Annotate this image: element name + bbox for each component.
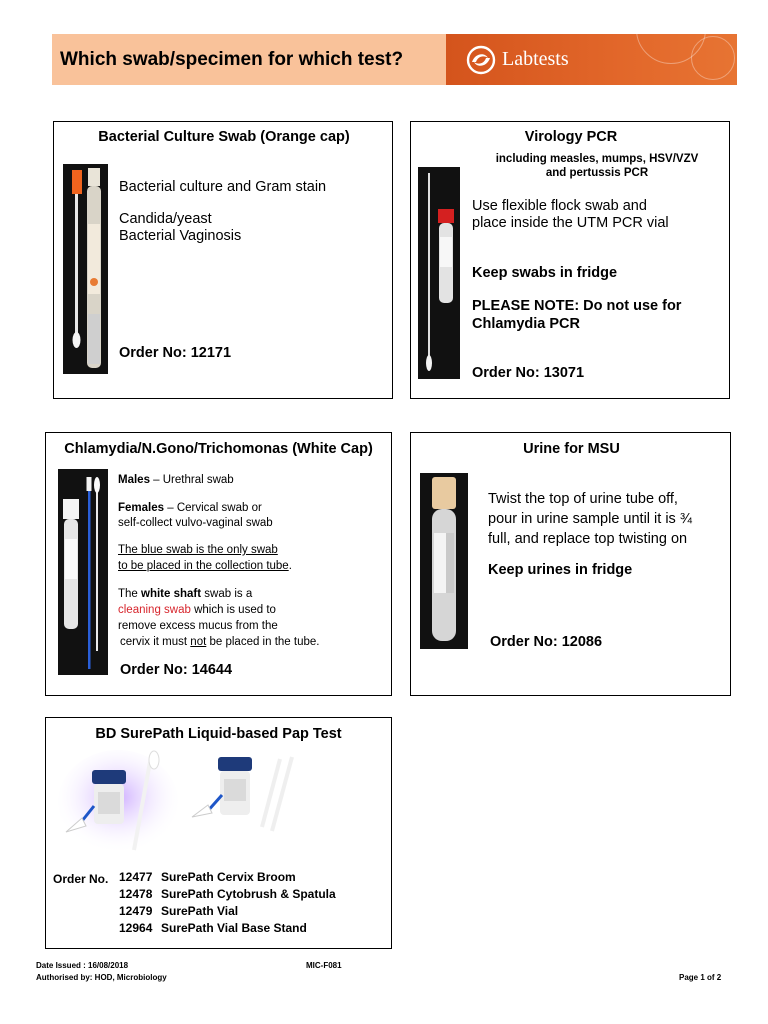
surepath-order-list <box>119 870 336 938</box>
box-title: Bacterial Culture Swab (Orange cap) <box>98 129 350 145</box>
bacterial-vaginosis-text: Bacterial Vaginosis <box>119 228 242 244</box>
candida-text: Candida/yeast <box>119 211 212 227</box>
header-title-panel <box>52 34 446 85</box>
surepath-vial-image <box>186 751 308 836</box>
item-code: 12477 <box>119 870 153 884</box>
item-name: SurePath Vial <box>161 904 239 918</box>
date-issued: Date Issued : 16/08/2018 <box>36 961 129 970</box>
instruction-text: Use flexible flock swab and <box>472 198 647 214</box>
brand-panel <box>446 34 737 85</box>
white-cap-swab-image <box>58 469 108 675</box>
item-name: SurePath Cervix Broom <box>161 870 296 884</box>
page-number: Page 1 of 2 <box>679 973 722 982</box>
box-title: BD SurePath Liquid-based Pap Test <box>95 726 342 742</box>
remove-mucus-text: remove excess mucus from the <box>118 620 278 632</box>
males-text <box>118 473 234 488</box>
cervix-suffix: be placed in the tube. <box>206 636 320 648</box>
cleaning-swab-highlight: cleaning swab <box>118 604 191 616</box>
blue-swab-text-underlined: to be placed in the collection tube <box>118 560 289 572</box>
order-number: Order No: 13071 <box>472 365 585 381</box>
instruction-text: place inside the UTM PCR vial <box>472 215 669 231</box>
cervix-prefix: cervix it must <box>120 636 191 648</box>
virology-pcr-box <box>410 121 730 399</box>
list-item <box>119 904 336 921</box>
item-code: 12479 <box>119 904 153 918</box>
item-name: SurePath Vial Base Stand <box>161 921 307 935</box>
fridge-note: Keep swabs in fridge <box>472 265 618 281</box>
box-subtitle: and pertussis PCR <box>545 167 649 179</box>
authorised-by: Authorised by: HOD, Microbiology <box>36 973 167 982</box>
cervix-not: not <box>190 636 207 648</box>
bacterial-culture-text: Bacterial culture and Gram stain <box>119 179 327 195</box>
item-name: SurePath Cytobrush & Spatula <box>161 887 336 901</box>
blue-swab-text: The blue swab is the only swab <box>118 544 278 556</box>
order-label: Order No. <box>53 872 109 886</box>
box-title: Urine for MSU <box>523 441 620 457</box>
brand-name: Labtests <box>502 48 569 70</box>
white-shaft-suffix: swab is a <box>201 588 253 600</box>
urine-tube-image <box>420 473 468 649</box>
instruction-text: full, and replace top twisting on <box>488 531 688 547</box>
urine-msu-box <box>410 432 731 696</box>
labtests-logo-icon <box>466 45 496 75</box>
document-code: MIC-F081 <box>306 961 342 970</box>
females-description: – Cervical swab or <box>164 502 262 514</box>
flock-swab-image <box>418 167 460 379</box>
order-number: Order No: 14644 <box>120 662 233 678</box>
list-item <box>119 887 336 904</box>
list-item <box>119 921 336 938</box>
chlamydia-box <box>45 432 392 696</box>
list-item <box>119 870 336 887</box>
blue-swab-period: . <box>288 560 292 572</box>
blue-swab-text-2 <box>118 559 292 574</box>
warning-note: PLEASE NOTE: Do not use for <box>472 298 682 314</box>
page-header <box>52 34 737 85</box>
box-title: Virology PCR <box>524 129 618 145</box>
surepath-box <box>45 717 392 949</box>
females-text <box>118 501 262 516</box>
cleaning-swab-text <box>118 603 276 618</box>
males-label: Males <box>118 474 150 486</box>
white-shaft-prefix: The <box>118 588 142 600</box>
page-title: Which swab/specimen for which test? <box>60 48 404 70</box>
order-number: Order No: 12086 <box>490 634 603 650</box>
white-shaft-text <box>118 587 252 602</box>
order-number: Order No: 12171 <box>119 345 232 361</box>
item-code: 12964 <box>119 921 153 935</box>
white-shaft-bold: white shaft <box>141 588 202 600</box>
bacterial-culture-box <box>53 121 393 399</box>
cleaning-swab-suffix: which is used to <box>190 604 276 616</box>
fridge-note: Keep urines in fridge <box>488 562 633 578</box>
males-description: – Urethral swab <box>149 474 234 486</box>
box-subtitle: including measles, mumps, HSV/VZV <box>495 153 699 165</box>
females-text-2: self-collect vulvo-vaginal swab <box>118 517 273 529</box>
item-code: 12478 <box>119 887 153 901</box>
instruction-text: pour in urine sample until it is ¾ <box>488 511 692 527</box>
females-label: Females <box>118 502 165 514</box>
instruction-text: Twist the top of urine tube off, <box>488 491 678 507</box>
cervix-text <box>120 635 319 650</box>
warning-note: Chlamydia PCR <box>472 316 580 332</box>
surepath-kit-image <box>58 748 180 856</box>
box-title: Chlamydia/N.Gono/Trichomonas (White Cap) <box>64 441 373 457</box>
orange-cap-swab-image <box>63 164 108 374</box>
